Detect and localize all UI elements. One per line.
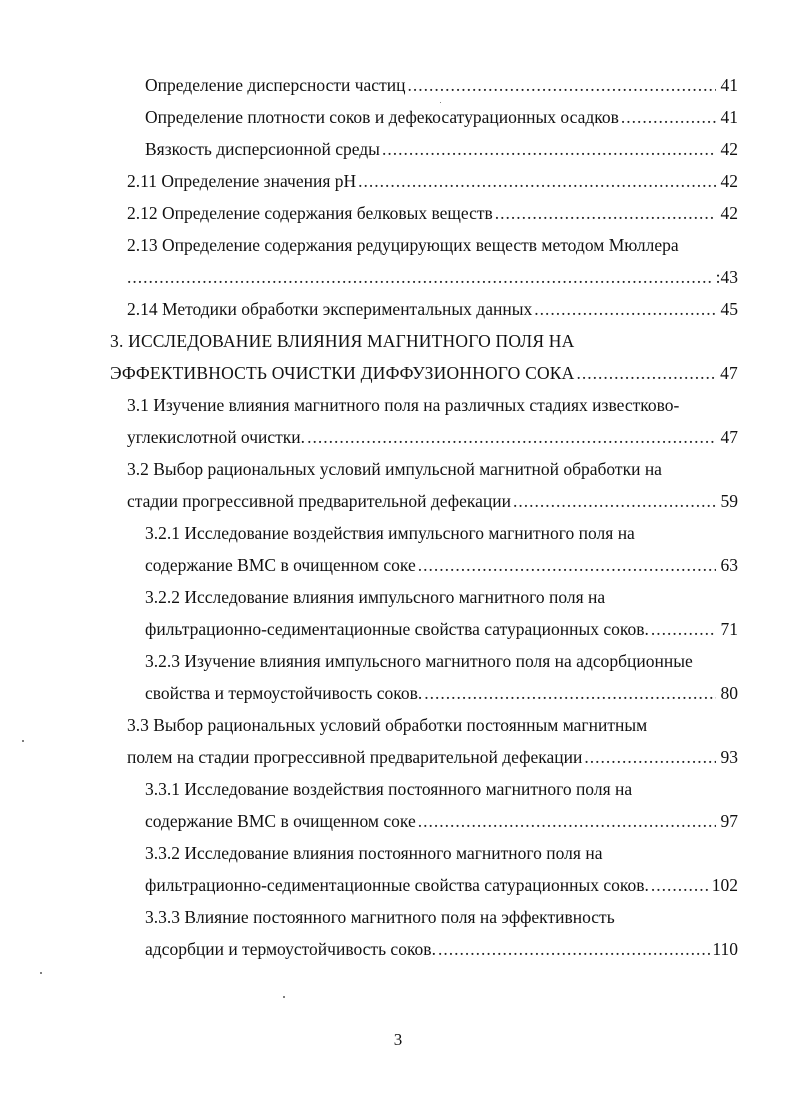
toc-entry-page: 47 <box>720 427 738 447</box>
dot-leader <box>424 682 716 704</box>
toc-entry-title[interactable]: 3.2.1 Исследование воздействия импульсного магнитного поля на <box>145 523 635 543</box>
toc-entry-title: содержание ВМС в очищенном соке <box>145 811 416 831</box>
toc-entry-title: 2.11 Определение значения pH <box>127 171 357 191</box>
toc-entry-page: 41 <box>720 75 738 95</box>
toc-entry-title: фильтрационно-седиментационные свойства сатурационных соков. <box>145 875 649 895</box>
toc-entry[interactable] <box>145 810 738 832</box>
toc-entry-title: Определение дисперсности частиц <box>145 75 406 95</box>
toc-entry-title[interactable]: 3.1 Изучение влияния магнитного поля на различных стадиях известково- <box>127 395 680 415</box>
toc-entry-page: 42 <box>720 203 738 223</box>
toc-entry-title: содержание ВМС в очищенном соке <box>145 555 416 575</box>
toc-entry-page: 97 <box>720 811 738 831</box>
dot-leader <box>358 170 716 192</box>
dot-leader <box>651 618 716 640</box>
toc-entry[interactable] <box>127 746 738 768</box>
dot-leader <box>382 138 716 160</box>
toc-entry-title: 2.14 Методики обработки экспериментальных данных <box>127 299 533 319</box>
toc-entry-title[interactable]: 2.13 Определение содержания редуцирующих веществ методом Мюллера <box>127 235 679 255</box>
toc-entry-title[interactable]: 3.2 Выбор рациональных условий импульсной магнитной обработки на <box>127 459 662 479</box>
toc-entry-title: фильтрационно-седиментационные свойства сатурационных соков. <box>145 619 649 639</box>
toc-entry-title: свойства и термоустойчивость соков. <box>145 683 423 703</box>
toc-entry[interactable] <box>145 618 738 640</box>
toc-entry-page: 93 <box>720 747 738 767</box>
toc-entry-title[interactable]: 3.3 Выбор рациональных условий обработки постоянным магнитным <box>127 715 648 735</box>
toc-entry-page: 42 <box>720 139 738 159</box>
dot-leader <box>495 202 716 224</box>
dot-leader <box>534 298 716 320</box>
toc-entry[interactable] <box>145 138 738 160</box>
toc-entry[interactable] <box>127 426 738 448</box>
toc-entry-title: полем на стадии прогрессивной предварительной дефекации <box>127 747 583 767</box>
toc-entry-title[interactable]: 3.2.2 Исследование влияния импульсного магнитного поля на <box>145 587 606 607</box>
dot-leader <box>418 810 716 832</box>
toc-entry[interactable] <box>145 554 738 576</box>
toc-entry-page: 80 <box>720 683 738 703</box>
toc-entry-title[interactable]: 3.3.3 Влияние постоянного магнитного поля на эффективность <box>145 907 615 927</box>
toc-entry-page: 59 <box>720 491 738 511</box>
toc-entry-page: 71 <box>720 619 738 639</box>
toc-entry[interactable] <box>145 106 738 128</box>
toc-entry-title: стадии прогрессивной предварительной дефекации <box>127 491 511 511</box>
toc-entry-page: 41 <box>720 107 738 127</box>
toc-entry-page: 102 <box>711 875 738 895</box>
dot-leader <box>651 874 710 896</box>
toc-entry[interactable] <box>127 266 738 288</box>
scan-speck <box>22 740 24 742</box>
dot-leader <box>407 74 716 96</box>
scan-speck <box>40 972 42 974</box>
toc-entry[interactable] <box>145 874 738 896</box>
toc-entry-title: Определение плотности соков и дефекосатурационных осадков <box>145 107 619 127</box>
toc-entry-page: 110 <box>712 939 738 959</box>
toc-entry-page: :43 <box>715 267 738 287</box>
toc-entry[interactable] <box>145 74 738 96</box>
dot-leader <box>577 362 716 384</box>
dot-leader <box>438 938 710 960</box>
toc-entry-title[interactable]: 3.2.3 Изучение влияния импульсного магнитного поля на адсорбционные <box>145 651 693 671</box>
scan-speck <box>440 102 441 103</box>
toc-entry[interactable] <box>127 170 738 192</box>
toc-entry-title: Вязкость дисперсионной среды <box>145 139 380 159</box>
page-number: 3 <box>393 1030 403 1049</box>
toc-entry-title[interactable]: 3.3.2 Исследование влияния постоянного магнитного поля на <box>145 843 603 863</box>
toc-entry[interactable] <box>127 298 738 320</box>
toc-entry[interactable] <box>127 202 738 224</box>
toc-entry-title: адсорбции и термоустойчивость соков. <box>145 939 436 959</box>
toc-entry[interactable] <box>145 938 738 960</box>
dot-leader <box>584 746 716 768</box>
dot-leader <box>513 490 716 512</box>
toc-entry-title: ЭФФЕКТИВНОСТЬ ОЧИСТКИ ДИФФУЗИОННОГО СОКА <box>110 363 575 383</box>
toc-entry[interactable] <box>110 362 738 384</box>
toc-entry-page: 47 <box>720 363 738 383</box>
dot-leader <box>307 426 716 448</box>
toc-entry-title: углекислотной очистки. <box>127 427 306 447</box>
toc-entry[interactable] <box>127 490 738 512</box>
chapter-heading[interactable]: 3. ИССЛЕДОВАНИЕ ВЛИЯНИЯ МАГНИТНОГО ПОЛЯ НА <box>110 331 575 351</box>
scan-speck <box>283 996 285 998</box>
dot-leader <box>621 106 716 128</box>
toc-entry-page: 63 <box>720 555 738 575</box>
dot-leader <box>418 554 716 576</box>
toc-entry-page: 42 <box>720 171 738 191</box>
toc-entry-title: 2.12 Определение содержания белковых веществ <box>127 203 493 223</box>
toc-entry-title[interactable]: 3.3.1 Исследование воздействия постоянного магнитного поля на <box>145 779 633 799</box>
toc-entry[interactable] <box>145 682 738 704</box>
dot-leader <box>127 266 714 288</box>
toc-entry-page: 45 <box>720 299 738 319</box>
